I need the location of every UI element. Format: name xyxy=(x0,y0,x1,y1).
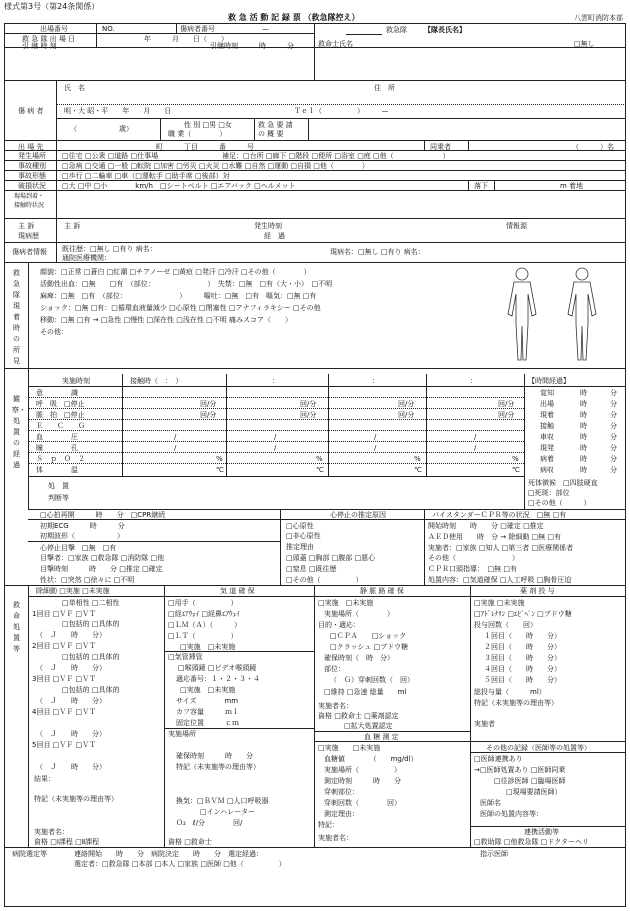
row-respiration: 呼 吸 □停止 xyxy=(36,400,85,408)
body-diagram-icon[interactable] xyxy=(492,264,612,366)
defib-result[interactable]: 結果： xyxy=(34,775,55,783)
defib-qual[interactable]: 資格 □Ⅰ課程 □Ⅱ課程 xyxy=(34,838,100,846)
team-label: 救急隊 xyxy=(386,26,407,34)
defib-3[interactable]: 3回目 □ＶＦ □ＶＴ xyxy=(32,675,97,683)
iv-done[interactable]: □実施 □未実施 xyxy=(318,599,374,607)
drug-1[interactable]: １回目（ 時 分） xyxy=(484,632,561,640)
drug-3[interactable]: ３回目（ 時 分） xyxy=(484,654,561,662)
doctor-name[interactable]: 医師名 xyxy=(480,799,501,807)
emt-name-label: 救命士氏名 xyxy=(318,40,353,48)
pupil-slash-3: / xyxy=(374,444,377,452)
pulse-unit-1: 回/分 xyxy=(200,411,217,419)
spo2-unit-3: % xyxy=(414,455,421,463)
bystander-label[interactable]: バイスタンダーＣＰＲ等の状況 □無 □有 xyxy=(432,511,567,519)
air-cuff[interactable]: カフ容量 ｍｌ xyxy=(176,708,239,716)
bg-reason[interactable]: 測定理由： xyxy=(324,810,359,818)
air-time[interactable]: 確保時刻 時 分 xyxy=(176,752,253,760)
defib-5-time[interactable]: （ Ｊ 時 分） xyxy=(36,763,106,771)
cpr-start[interactable]: 開始時刻 時 分 □確定 □推定 xyxy=(428,522,544,530)
fall-label: 落下 xyxy=(474,182,488,190)
lifesaving-label: 救命処置等 xyxy=(13,601,20,653)
cause-asphyxia[interactable]: □窒息 □既往歴 xyxy=(286,565,337,573)
glucose-label: 血 糖 測 定 xyxy=(364,733,399,741)
air-done[interactable]: □実施 □未実施 xyxy=(180,643,236,651)
doctor-procedure[interactable]: →□医師処置あり □医師同乗 xyxy=(474,766,566,774)
defib-2-time[interactable]: （ Ｊ 時 分） xyxy=(36,664,106,672)
past-history[interactable]: 既往歴：□無し □有り 病名： xyxy=(62,245,157,253)
row-spo2: Ｓ ｐ Ｏ ２ xyxy=(36,455,85,463)
drug-2[interactable]: ２回目（ 時 分） xyxy=(484,643,561,651)
department-name: 八雲町消防本部 xyxy=(574,14,623,22)
death-signs[interactable]: 死体徴候 □四肢硬直 xyxy=(528,479,598,487)
pupil-slash-2: / xyxy=(274,444,277,452)
tl-hosp-arrive-m[interactable]: 分 xyxy=(610,455,617,463)
tl-hosp-arrive: 病着 xyxy=(540,455,554,463)
dispatch-number-label: 出場番号 xyxy=(40,25,68,33)
doctor-request[interactable]: □現場要請医師） xyxy=(506,788,562,796)
row-pupil: 瞳 孔 xyxy=(36,444,78,452)
fall-landing[interactable]: m 着地 xyxy=(560,182,584,190)
drug-total[interactable]: 総投与量（ ml） xyxy=(474,688,546,696)
handover-time-value[interactable]: 引継時刻 時 分 xyxy=(210,42,294,50)
finding-shock[interactable]: ショック：□無 □有：□循環血液量減少 □心原性 □閉塞性 □アナフィラキシー □その他 xyxy=(40,304,321,312)
air-place[interactable]: 実施場所 xyxy=(168,730,196,738)
iv-cpa[interactable]: □ＣＰＡ □ショック xyxy=(330,632,407,640)
tl-contact-h[interactable]: 時 xyxy=(580,422,587,430)
damage-label: 破損状況 xyxy=(18,182,46,190)
defib-4-time[interactable]: （ Ｊ 時 分） xyxy=(36,730,106,738)
tl-depart-h[interactable]: 時 xyxy=(580,444,587,452)
arrival-status-label-2: 接触時状況 xyxy=(14,202,45,209)
tl-arrive: 現着 xyxy=(540,411,554,419)
resp-unit-3: 回/分 xyxy=(398,400,415,408)
defib-3-time[interactable]: （ Ｊ 時 分） xyxy=(36,697,106,705)
row-pulse: 脈 拍 □停止 xyxy=(36,411,85,419)
drug-emt[interactable]: 実施者 xyxy=(474,720,495,728)
complaint-label: 主 訴 xyxy=(18,222,35,230)
defib-label[interactable]: 除細動 □実施 □未実施 xyxy=(36,587,110,595)
iv-crush[interactable]: □クラッシュ □ブドウ糖 xyxy=(330,643,409,651)
doctor-link[interactable]: □医師連携あり xyxy=(474,755,523,763)
bp-slash-2: / xyxy=(274,433,277,441)
judgement-label: 判断等 xyxy=(48,494,69,502)
aed-use[interactable]: ＡＥＤ使用 時 分 → 除細動 □無 □有 xyxy=(428,533,561,541)
air-lm[interactable]: □ＬＭ（Ａ）（ ） xyxy=(168,621,242,629)
air-qual[interactable]: 資格 □救命士 xyxy=(168,838,212,846)
iv-site[interactable]: 部位： xyxy=(324,665,345,673)
defib-2-sub[interactable]: □包括的 □具体的 xyxy=(62,653,120,661)
iv-purpose: 目的・適応： xyxy=(318,621,360,629)
dispatch-date-value[interactable]: 年 月 日（ ） xyxy=(144,35,228,43)
tl-dispatch-m[interactable]: 分 xyxy=(610,400,617,408)
drug-5[interactable]: ５回目（ 時 分） xyxy=(484,676,561,684)
emt-none-checkbox[interactable]: □無し xyxy=(574,40,595,48)
defib-1[interactable]: 1回目 □ＶＦ □ＶＴ xyxy=(32,610,97,618)
observe-label: 観察・処置の経過 xyxy=(12,395,26,469)
witness-who[interactable]: 目撃者：□家族 □救急隊 □消防隊 □他 xyxy=(40,554,165,562)
observe-head-3: ： xyxy=(372,377,379,385)
finding-movement[interactable]: 移動：□無 □有 → □急性 □慢性 □深在性 □浅在性 □不明 痛みスコア（ ） xyxy=(40,316,292,324)
inhaler[interactable]: □インハレーター xyxy=(200,808,256,816)
tl-depart-m[interactable]: 分 xyxy=(610,444,617,452)
observe-head-4: ： xyxy=(470,377,477,385)
air-manual[interactable]: □用手（ ） xyxy=(168,599,238,607)
doctor-visit[interactable]: □往診医師 □臨場医師 xyxy=(494,777,566,785)
temp-unit-1: ℃ xyxy=(216,466,224,474)
patient-number-dash: — xyxy=(262,25,269,33)
accident-type-options[interactable]: □急病 □交通 □一般 □転院 □加害 □労災 □火災 □水難 □自然 □運動 □自損 □他（ ） xyxy=(62,162,369,170)
initial-ecg[interactable]: 初期ECG 時 分 xyxy=(40,522,125,530)
air-intubation[interactable]: □気管挿管 xyxy=(168,653,203,661)
tl-dispatch-h[interactable]: 時 xyxy=(580,400,587,408)
tl-aware-m[interactable]: 分 xyxy=(610,389,617,397)
air-done-2[interactable]: □実施 □未実施 xyxy=(180,686,236,694)
drug-note[interactable]: 特記（未実施等の理由等） xyxy=(474,699,558,707)
bg-value[interactable]: 血糖値 （ mg/dl） xyxy=(324,755,418,763)
drug-4[interactable]: ４回目（ 時 分） xyxy=(484,665,561,673)
handover-time-label: 引 継 時 刻 xyxy=(22,42,57,50)
initial-waveform[interactable]: 初期波形（ ） xyxy=(40,532,124,540)
tl-dispatch: 出場 xyxy=(540,400,554,408)
observe-head-time: 実施時刻 xyxy=(62,377,90,385)
bp-slash-3: / xyxy=(374,433,377,441)
accident-form-options[interactable]: □歩行 □二輪車 □車（□運転手 □助手席 □後部）対 xyxy=(62,172,230,180)
death-other[interactable]: □その他（ ） xyxy=(528,499,591,507)
dispatch-date-label: 救 急 隊 出 場 日 xyxy=(22,35,76,43)
patient-job[interactable]: 職 業（ ） xyxy=(168,130,227,138)
air-oral[interactable]: □経ｴｱｳｪｲ □経鼻ｴｱｳｪｲ xyxy=(168,610,240,618)
bp-slash-4: / xyxy=(474,433,477,441)
tl-contact: 接触 xyxy=(540,422,554,430)
course-label: 経 過 xyxy=(264,232,285,240)
observe-head-2: ： xyxy=(272,377,279,385)
scene-address[interactable]: 町 丁目 番 号 xyxy=(156,143,254,151)
cpr-phone-guidance[interactable]: ＣＰＲ口頭指導： □無 □有 xyxy=(428,565,517,573)
form-title: 救 急 活 動 記 録 票 （救急隊控え） xyxy=(228,13,360,22)
timeline-title: 【時間経過】 xyxy=(528,377,570,385)
defib-5[interactable]: 5回目 □ＶＦ □ＶＴ xyxy=(32,741,97,749)
defib-note[interactable]: 特記（未実施等の理由等） xyxy=(34,795,118,803)
bp-slash-1: / xyxy=(174,433,177,441)
patient-phone[interactable]: Ｔｅｌ（ ） — xyxy=(294,107,389,115)
finding-paralysis[interactable]: 麻痺：□無 □有 （部位： ） 嘔吐：□無 □有 嘔気：□無 □有 xyxy=(40,292,317,300)
accident-type-label: 事故種別 xyxy=(18,162,46,170)
air-lt[interactable]: □ＬＴ（ ） xyxy=(168,632,238,640)
tl-hosp-admit: 病収 xyxy=(540,466,554,474)
arrest-witness[interactable]: 心停止目撃 □無 □有 xyxy=(40,544,117,552)
pupil-slash-1: / xyxy=(174,444,177,452)
tl-load: 車収 xyxy=(540,433,554,441)
riders-label: 同乗者 xyxy=(430,143,451,151)
coordination-title: 連携活動等 xyxy=(524,828,559,836)
doctor-proc-content[interactable]: 医師の処置内容等： xyxy=(480,810,543,818)
selector[interactable]: 選定者：□救急隊 □本部 □本人 □家族 □医師 □他（ ） xyxy=(74,860,286,868)
hospital[interactable]: 通院医療機関： xyxy=(62,254,111,262)
bg-site[interactable]: 穿刺部位： xyxy=(324,788,359,796)
defib-4[interactable]: 4回目 □ＶＦ □ＶＴ xyxy=(32,708,97,716)
occur-place-options[interactable]: □住宅 □公衆 □道路 □仕事場 xyxy=(62,152,159,160)
form-number: 様式第3号（第24条関係） xyxy=(4,2,100,11)
dispatch-number-no: NO. xyxy=(102,25,115,33)
temp-unit-2: ℃ xyxy=(316,466,324,474)
arrival-status-label: 現場到着・ xyxy=(14,193,45,200)
tl-arrive-h[interactable]: 時 xyxy=(580,411,587,419)
resp-unit-1: 回/分 xyxy=(200,400,217,408)
tl-load-h[interactable]: 時 xyxy=(580,433,587,441)
drug-done[interactable]: □実施 □未実施 xyxy=(474,599,525,607)
tl-hosp-arrive-h[interactable]: 時 xyxy=(580,455,587,463)
bg-count[interactable]: 穿刺回数（ 回） xyxy=(324,799,401,807)
damage-options[interactable]: □大 □中 □小 km/h □シートベルト □エアバック □ヘルメット xyxy=(62,182,296,190)
finding-other[interactable]: その他： xyxy=(40,328,68,336)
patient-address-label: 住 所 xyxy=(374,84,395,92)
tl-hosp-admit-h[interactable]: 時 xyxy=(580,466,587,474)
findings-label: 救急隊現着時の所見 xyxy=(13,269,20,365)
bystander-actor[interactable]: 実施者：□家族 □知人 □第三者 □医療関係者 xyxy=(428,544,574,552)
defib-2[interactable]: 2回目 □ＶＦ □ＶＴ xyxy=(32,642,97,650)
iv-qual[interactable]: 資格 □救命士 □薬剤認定 xyxy=(318,712,399,720)
estimate-reason: 推定理由 xyxy=(286,543,314,551)
air-note[interactable]: 特記（未実施等の理由等） xyxy=(176,763,260,771)
patient-name-label: 氏 名 xyxy=(64,84,85,92)
onset-time-label: 発生時刻 xyxy=(254,222,282,230)
tl-arrive-m[interactable]: 分 xyxy=(610,411,617,419)
bg-place[interactable]: 実施場所（ ） xyxy=(324,766,401,774)
patient-number-label: 傷病者番号 xyxy=(180,25,215,33)
accident-form-label: 事故形態 xyxy=(18,172,46,180)
hospital-contact[interactable]: 連絡開始 時 分 病院決定 時 分 選定経過： xyxy=(74,850,263,858)
spo2-unit-4: % xyxy=(512,455,519,463)
iv-gauge[interactable]: （ Ｇ）穿刺回数（ 回） xyxy=(330,676,414,684)
air-indication[interactable]: 適応番号：１・２・３・４ xyxy=(176,675,260,683)
bystander-actor-other[interactable]: その他（ ） xyxy=(428,554,519,562)
occur-place-label: 発生場所 xyxy=(18,152,46,160)
pulse-unit-3: 回/分 xyxy=(398,411,415,419)
air-laryngoscope[interactable]: □喉頭鏡 □ビデオ喉頭鏡 xyxy=(178,664,257,672)
finding-face[interactable]: 顔貌：□正常 □蒼白 □紅潮 □チアノーゼ □黄疸 □発汗 □冷汗 □その他（ ） xyxy=(40,268,311,276)
current-disease[interactable]: 現病名：□無し □有り 病名： xyxy=(330,248,425,256)
treatment-label: 処 置 xyxy=(48,482,69,490)
observe-head-contact: 接触時（ ： ） xyxy=(130,377,183,385)
scene-label: 出 場 先 xyxy=(18,143,44,151)
bg-done[interactable]: □実施 □未実施 xyxy=(318,744,381,752)
iv-rate[interactable]: □維持 □急速 総量 ml xyxy=(324,688,407,696)
row-ecg: Ｅ Ｃ Ｇ xyxy=(36,422,85,430)
complaint-value: 主 訴 xyxy=(64,222,81,230)
riders-count[interactable]: （ ）名 xyxy=(572,143,614,151)
cardiac-origin[interactable]: □心原性 xyxy=(286,522,314,530)
defib-1-sub[interactable]: □包括的 □具体的 xyxy=(62,620,120,628)
pulse-unit-4: 回/分 xyxy=(498,411,515,419)
bg-note[interactable]: 特記： xyxy=(318,821,339,829)
patient-info-label: 傷病者情報 xyxy=(12,248,47,256)
row-consciousness: 意 識 xyxy=(36,389,78,397)
iv-qual-2[interactable]: □拡大処置認定 xyxy=(344,722,393,730)
patient-birthdate[interactable]: 明・大 昭・平 年 月 日 xyxy=(64,107,172,115)
tl-contact-m[interactable]: 分 xyxy=(610,422,617,430)
ventilation[interactable]: 換気：□ＢＶＭ □人口呼吸器 xyxy=(176,797,269,805)
cause-other[interactable]: □その他（ ） xyxy=(286,576,363,584)
row-bp: 血 圧 xyxy=(36,433,78,441)
iv-time[interactable]: 確保時刻（ 時 分） xyxy=(324,654,394,662)
info-source-label: 情報源 xyxy=(506,222,527,230)
spo2-unit-2: % xyxy=(316,455,323,463)
patient-sex[interactable]: 性 別 □男 □女 xyxy=(184,121,232,129)
spo2-unit-1: % xyxy=(216,455,223,463)
tl-aware: 覚知 xyxy=(540,389,554,397)
death-livor[interactable]: □死斑：部位 xyxy=(528,489,570,497)
defib-1-time[interactable]: （ Ｊ 時 分） xyxy=(36,631,106,639)
resp-unit-2: 回/分 xyxy=(300,400,317,408)
drug-label: 薬 剤 投 与 xyxy=(520,587,555,595)
coordination-options[interactable]: □救助隊 □他救急隊 □ドクターヘリ xyxy=(474,838,590,846)
oxygen[interactable]: Ｏ₂ ℓ/分 回/ xyxy=(176,819,243,827)
onset-nature[interactable]: 性状：□突然 □徐々に □不明 xyxy=(40,576,135,584)
hospital-selection-label: 病院選定等 xyxy=(12,850,47,858)
patient-age[interactable]: （ 歳） xyxy=(70,125,133,133)
leader-name-label: 【隊長氏名】 xyxy=(424,26,466,34)
request-summary-label: 救 急 要 請 xyxy=(258,121,293,129)
bg-emt[interactable]: 実施者名： xyxy=(318,834,353,842)
air-fix[interactable]: 固定位置 ｃｍ xyxy=(176,719,239,727)
arrest-cause-label: 心停止の推定原因 xyxy=(330,511,386,519)
airway-label: 気 道 確 保 xyxy=(220,587,255,595)
drug-count[interactable]: 投与回数（ 回） xyxy=(474,621,537,629)
iv-emt[interactable]: 実施者名： xyxy=(318,702,353,710)
noncardiac-origin[interactable]: □非心原性 xyxy=(286,532,321,540)
other-records-title: その他の記録（医師等の処置等） xyxy=(486,744,591,752)
tl-load-m[interactable]: 分 xyxy=(610,433,617,441)
defib-phase[interactable]: □単相性 □二相性 xyxy=(62,599,120,607)
rosc[interactable]: □心拍再開 時 分 □CPR継続 xyxy=(40,511,166,519)
bystander-procedure[interactable]: 処置内容：□気道確保 □人工呼吸 □胸骨圧迫 xyxy=(428,576,572,584)
occur-place-detail[interactable]: 補足：□台所 □廊下 □階段 □便所 □浴室 □庭 □他（ ） xyxy=(222,152,450,160)
request-summary-label-2: の 概 要 xyxy=(258,130,284,138)
cause-sites[interactable]: □頭蓋 □胸部 □腹部 □悪心 xyxy=(286,554,376,562)
resp-unit-4: 回/分 xyxy=(498,400,515,408)
witness-time[interactable]: 目撃時刻 時 分 □推定 □確定 xyxy=(40,565,163,573)
drug-type[interactable]: □ｱﾄﾞﾚﾅﾘﾝ □ｴﾋﾟﾍﾟﾝ □ブドウ糖 xyxy=(474,610,572,618)
finding-bleeding[interactable]: 活動性出血：□無 □有 （部位： ） 失禁：□無 □有（大・小） □不明 xyxy=(40,280,333,288)
pulse-unit-2: 回/分 xyxy=(300,411,317,419)
row-temp: 体 温 xyxy=(36,466,78,474)
history-label: 現病歴 xyxy=(18,232,39,240)
tl-hosp-admit-m[interactable]: 分 xyxy=(610,466,617,474)
iv-label: 静 脈 路 確 保 xyxy=(360,587,404,595)
temp-unit-3: ℃ xyxy=(414,466,422,474)
defib-emt[interactable]: 実施者名： xyxy=(34,828,69,836)
patient-label: 傷 病 者 xyxy=(18,107,44,115)
tl-depart: 現発 xyxy=(540,444,554,452)
tl-aware-h[interactable]: 時 xyxy=(580,389,587,397)
iv-place[interactable]: 実施場所（ ） xyxy=(324,610,394,618)
defib-3-sub[interactable]: □包括的 □具体的 xyxy=(62,686,120,694)
temp-unit-4: ℃ xyxy=(512,466,520,474)
air-size[interactable]: サイズ mm xyxy=(176,697,239,705)
instructing-doctor[interactable]: 指示医師 xyxy=(480,850,508,858)
pupil-slash-4: / xyxy=(474,444,477,452)
bg-time[interactable]: 測定時刻 時 分 xyxy=(324,777,401,785)
